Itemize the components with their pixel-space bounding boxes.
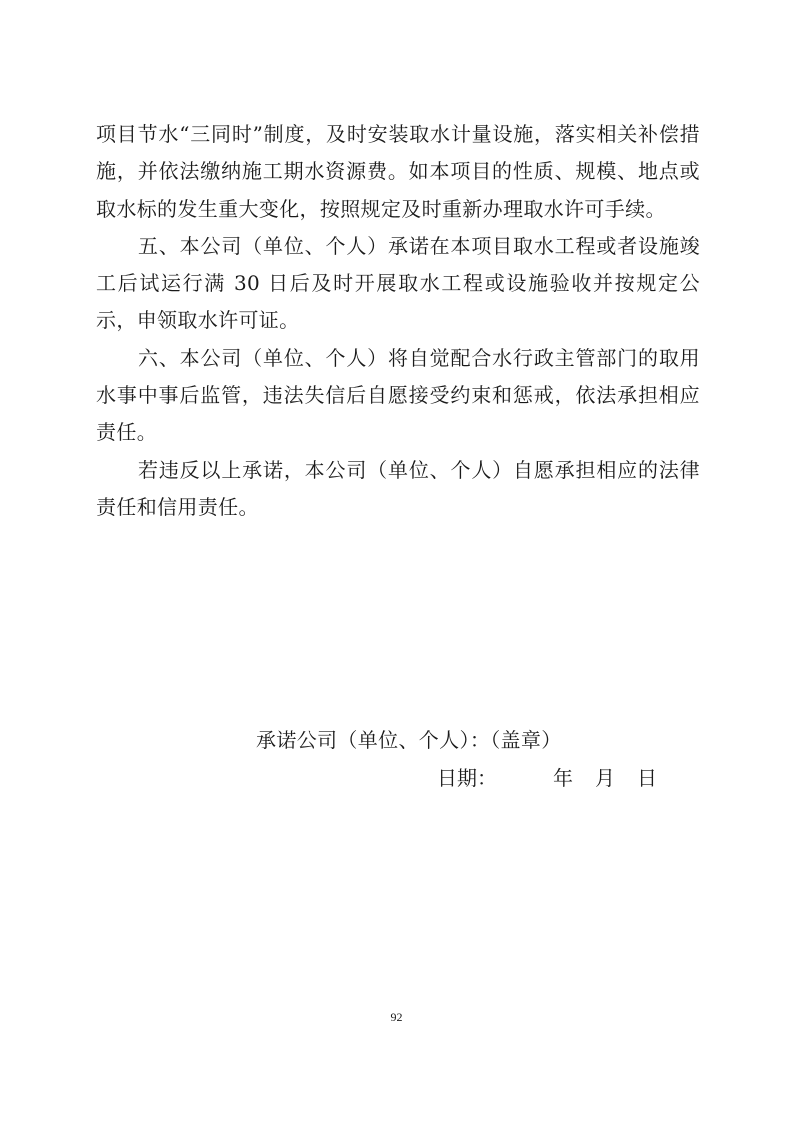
paragraph-continuation: 项目节水“三同时”制度，及时安装取水计量设施，落实相关补偿措施，并依法缴纳施工期水资源费。如本项目的性质、规模、地点或取水标的发生重大变化，按照规定及时重新办理取水许可手续。 [96,122,700,221]
date-label: 日期： [437,766,497,790]
date-line [437,760,657,797]
commitment-body [96,116,700,526]
paragraph-item-six: 六、本公司（单位、个人）将自觉配合水行政主管部门的取用水事中事后监管，违法失信后自愿接受约束和惩戒，依法承担相应责任。 [96,345,700,445]
signature-label: 承诺公司（单位、个人）：（盖章） [256,728,562,752]
date-year: 年 [553,766,573,790]
date-month: 月 [595,766,615,790]
paragraph-item-five: 五、本公司（单位、个人）承诺在本项目取水工程或者设施竣工后试运行满 30 日后及时开展取水工程或设施验收并按规定公示，申领取水许可证。 [96,233,700,333]
date-day: 日 [637,766,657,790]
page-number: 92 [390,1010,403,1024]
paragraph-breach-clause: 若违反以上承诺，本公司（单位、个人）自愿承担相应的法律责任和信用责任。 [96,457,700,519]
